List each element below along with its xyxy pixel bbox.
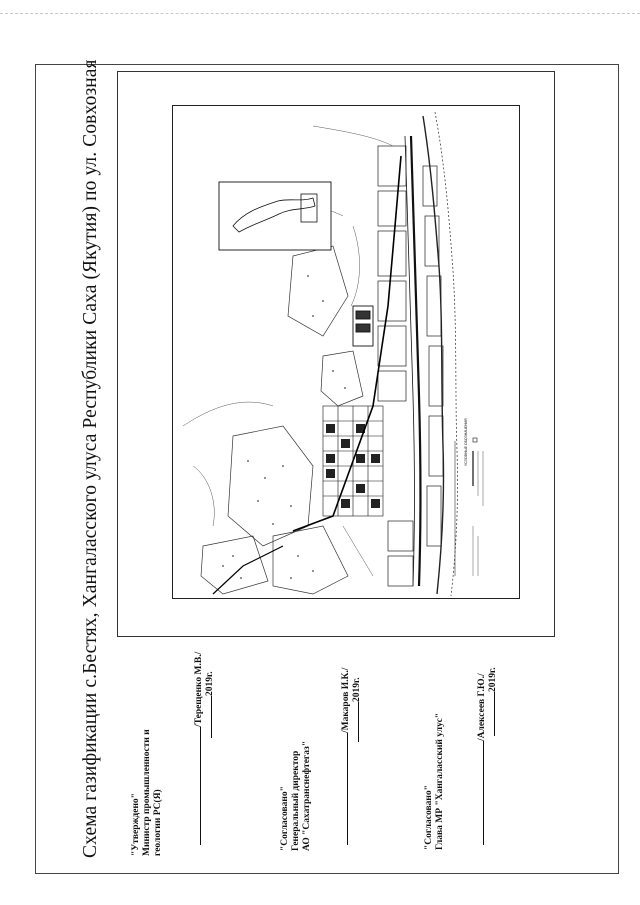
- approval-year: 2019г.: [205, 671, 215, 696]
- approval-year-director: [348, 677, 363, 742]
- approval-position-line2: АО "Сахатранснефтегаз": [302, 740, 312, 851]
- approval-block-head: [424, 713, 446, 850]
- scan-edge-line: [0, 13, 640, 14]
- approval-position-line1: Министр промышленности и: [142, 729, 152, 856]
- approval-status: "Утверждено": [131, 793, 141, 856]
- year-blank: [201, 696, 212, 738]
- approval-status: "Согласовано": [280, 786, 290, 851]
- approval-name: /Макаров И.К./: [341, 667, 351, 733]
- map-drawing: [172, 105, 520, 599]
- approval-name: /Алексеев Г.Ю./: [477, 673, 487, 741]
- approval-status: "Согласовано": [424, 785, 434, 850]
- approval-year-minister: [201, 671, 216, 738]
- approval-position-line1: Глава МР "Хангаласский улус": [435, 712, 445, 850]
- signature-blank: [337, 733, 348, 845]
- main-road: [411, 136, 421, 586]
- settlement-map-svg: [173, 106, 519, 598]
- year-blank: [484, 692, 495, 736]
- river-bank-line-outer: [435, 112, 458, 596]
- approval-year: 2019г.: [352, 677, 362, 702]
- document-title: Схема газификации с.Бестях, Хангаласского улуса Республики Саха (Якутия) по ул. Совхозная: [80, 59, 101, 858]
- approval-year-head: [484, 667, 499, 736]
- industrial-block: [353, 306, 373, 346]
- approval-name: /Терещенко М.В./: [194, 651, 204, 727]
- roadside-parcels: [378, 146, 443, 586]
- year-blank: [348, 702, 359, 742]
- approval-position-line1: Генеральный директор: [291, 750, 301, 851]
- approval-block-director: [280, 741, 313, 851]
- signature-blank: [473, 741, 484, 845]
- legend-title: УСЛОВНЫЕ ОБОЗНАЧЕНИЯ: [464, 418, 468, 466]
- vegetation-outlines: [201, 246, 363, 594]
- approval-position-line2: геологии РС(Я): [153, 789, 163, 856]
- approval-year: 2019г.: [488, 667, 498, 692]
- river-bank-line: [423, 116, 444, 594]
- signature-blank: [190, 727, 201, 845]
- approval-block-minister: [131, 729, 164, 856]
- map-legend: [455, 418, 483, 576]
- overview-inset: [219, 182, 331, 250]
